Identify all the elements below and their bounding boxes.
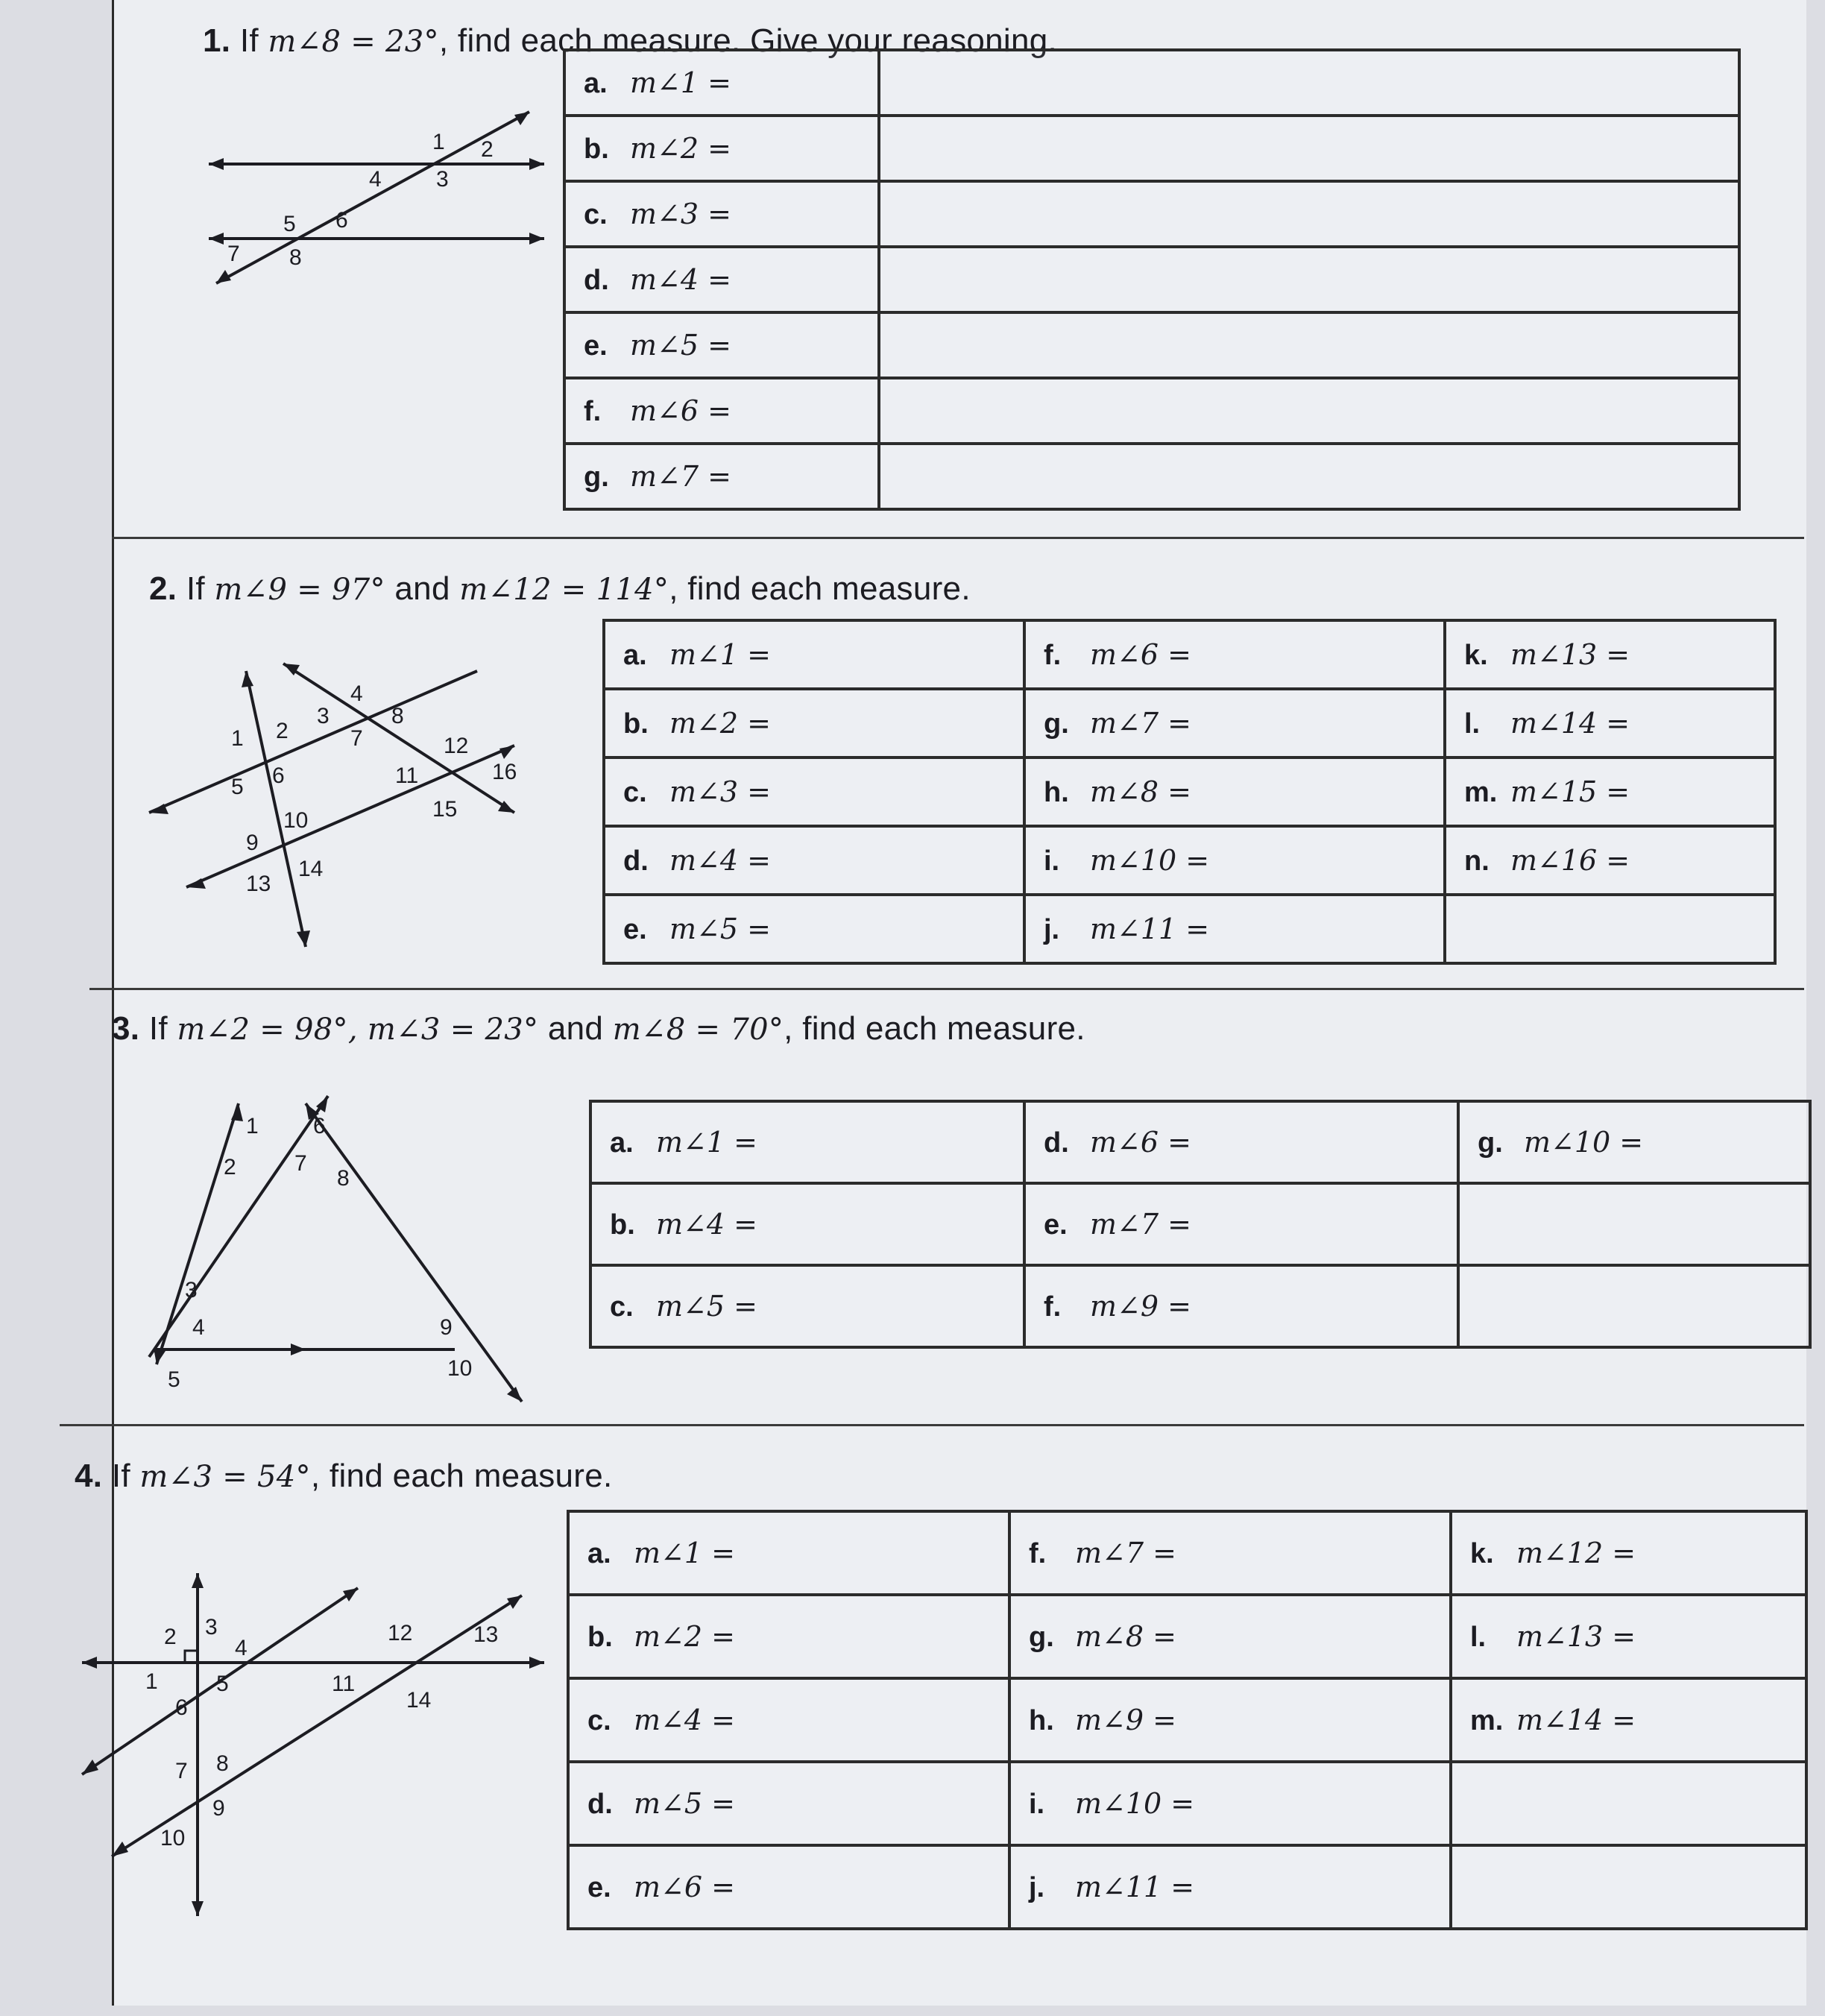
fig2-label-13: 13 (246, 872, 271, 896)
answer-row: c. m∠5 = f. m∠9 = (590, 1265, 1810, 1347)
fig2-label-15: 15 (432, 797, 458, 822)
empty-cell (1451, 1762, 1806, 1845)
fig1-label-5: 5 (283, 212, 296, 236)
answer-row: e. m∠6 = j. m∠11 = (568, 1845, 1806, 1929)
answer-row: e. m∠5 = (564, 312, 1739, 378)
fig4-label-9: 9 (212, 1796, 225, 1821)
problem-1-given: m∠8 = 23° (268, 25, 439, 59)
fig3-label-3: 3 (185, 1278, 198, 1302)
answer-row: b. m∠2 = g. m∠8 = l. m∠13 = (568, 1595, 1806, 1678)
fig4-label-3: 3 (205, 1615, 218, 1639)
answer-row: d. m∠4 = (564, 247, 1739, 312)
problem-3-number: 3. (112, 1010, 140, 1047)
reasoning-cell[interactable] (879, 116, 1739, 181)
problem-4-figure (67, 1558, 552, 1931)
problem-4-number: 4. (75, 1458, 103, 1494)
fig3-label-7: 7 (294, 1151, 307, 1176)
fig3-label-6: 6 (313, 1114, 326, 1138)
fig2-label-3: 3 (317, 704, 330, 728)
fig4-label-14: 14 (406, 1688, 432, 1713)
problem-1-figure (201, 104, 552, 298)
answer-row: a. m∠1 = (564, 50, 1739, 116)
fig4-label-5: 5 (216, 1672, 229, 1696)
fig1-label-8: 7 (227, 242, 240, 266)
reasoning-cell[interactable] (879, 50, 1739, 116)
answer-row: b. m∠4 = e. m∠7 = (590, 1183, 1810, 1265)
answer-row: c. m∠4 = h. m∠9 = m. m∠14 = (568, 1678, 1806, 1762)
problem-4-title: 4. If m∠3 = 54°, find each measure. (75, 1458, 613, 1494)
fig4-label-13: 13 (473, 1622, 499, 1647)
fig1-label-3: 3 (436, 167, 449, 192)
problem-4-given: m∠3 = 54° (139, 1460, 311, 1494)
problem-3-figure (127, 1089, 544, 1417)
problem-4-answer-table (567, 1510, 1808, 1930)
fig2-label-2: 2 (276, 719, 289, 743)
answer-row: f. m∠6 = (564, 378, 1739, 444)
fig2-label-1: 1 (231, 726, 244, 751)
fig2-label-6: 6 (272, 763, 285, 788)
fig2-label-4: 4 (350, 681, 363, 706)
fig1-label-1: 1 (432, 130, 445, 154)
empty-cell (1458, 1265, 1810, 1347)
answer-row: g. m∠7 = (564, 444, 1739, 509)
empty-cell (1445, 895, 1775, 963)
fig4-label-6: 6 (175, 1695, 188, 1720)
problem-2-answer-table (602, 619, 1777, 965)
fig2-label-5: 5 (231, 775, 244, 799)
problem-1-number: 1. (203, 22, 231, 59)
fig2-label-10: 10 (283, 808, 309, 833)
fig4-label-11: 11 (332, 1672, 356, 1696)
answer-row: c. m∠3 = (564, 181, 1739, 247)
fig3-label-10: 10 (447, 1356, 473, 1381)
fig4-label-12: 12 (388, 1621, 413, 1645)
section-divider (60, 1424, 1804, 1426)
fig2-label-7: 7 (350, 726, 363, 751)
answer-row: d. m∠4 = i. m∠10 = n. m∠16 = (604, 826, 1775, 895)
problem-2-title: 2. If m∠9 = 97° and m∠12 = 114°, find each measure. (149, 570, 971, 607)
fig2-label-8: 8 (391, 704, 404, 728)
reasoning-cell[interactable] (879, 312, 1739, 378)
fig2-label-9: 9 (246, 831, 259, 855)
answer-row: a. m∠1 = f. m∠7 = k. m∠12 = (568, 1511, 1806, 1595)
reasoning-cell[interactable] (879, 444, 1739, 509)
problem-1-answer-table (563, 48, 1741, 511)
problem-3-answer-table (589, 1100, 1812, 1349)
fig2-label-12: 12 (444, 734, 469, 758)
fig4-label-1: 1 (145, 1669, 158, 1694)
fig3-label-5: 5 (168, 1367, 180, 1392)
section-divider (89, 988, 1804, 990)
answer-row: b. m∠2 = g. m∠7 = l. m∠14 = (604, 689, 1775, 757)
reasoning-cell[interactable] (879, 378, 1739, 444)
problem-3-title: 3. If m∠2 = 98°, m∠3 = 23° and m∠8 = 70°, find each measure. (112, 1010, 1085, 1047)
fig4-label-8: 8 (216, 1751, 229, 1776)
answer-row: b. m∠2 = (564, 116, 1739, 181)
fig1-label-6: 6 (335, 208, 348, 233)
answer-row: e. m∠5 = j. m∠11 = (604, 895, 1775, 963)
fig4-label-2: 2 (164, 1625, 177, 1649)
fig3-label-2: 2 (224, 1155, 236, 1179)
answer-row: a. m∠1 = f. m∠6 = k. m∠13 = (604, 620, 1775, 689)
fig4-label-7: 7 (175, 1759, 188, 1783)
problem-2-figure (142, 649, 544, 962)
problem-2-number: 2. (149, 570, 177, 607)
fig2-label-16: 16 (492, 760, 517, 784)
reasoning-cell[interactable] (879, 181, 1739, 247)
problem-1-title: 1. If m∠8 = 23°, find each measure. Give your reasoning. (203, 22, 1058, 59)
fig2-label-14: 14 (298, 857, 324, 881)
fig4-label-10: 10 (160, 1826, 186, 1850)
reasoning-cell[interactable] (879, 247, 1739, 312)
fig1-label-7: 8 (289, 245, 302, 270)
fig3-label-8: 8 (337, 1166, 350, 1191)
answer-row: c. m∠3 = h. m∠8 = m. m∠15 = (604, 757, 1775, 826)
section-divider (112, 537, 1804, 539)
empty-cell (1458, 1183, 1810, 1265)
empty-cell (1451, 1845, 1806, 1929)
fig2-label-11: 11 (395, 763, 419, 788)
fig1-label-2: 2 (481, 137, 494, 162)
fig3-label-4: 4 (192, 1315, 205, 1340)
answer-row: d. m∠5 = i. m∠10 = (568, 1762, 1806, 1845)
fig3-label-1: 1 (246, 1114, 259, 1138)
fig3-label-9: 9 (440, 1315, 453, 1340)
fig4-label-4: 4 (235, 1636, 248, 1660)
answer-row: a. m∠1 = d. m∠6 = g. m∠10 = (590, 1101, 1810, 1183)
fig1-label-4: 4 (369, 167, 382, 192)
